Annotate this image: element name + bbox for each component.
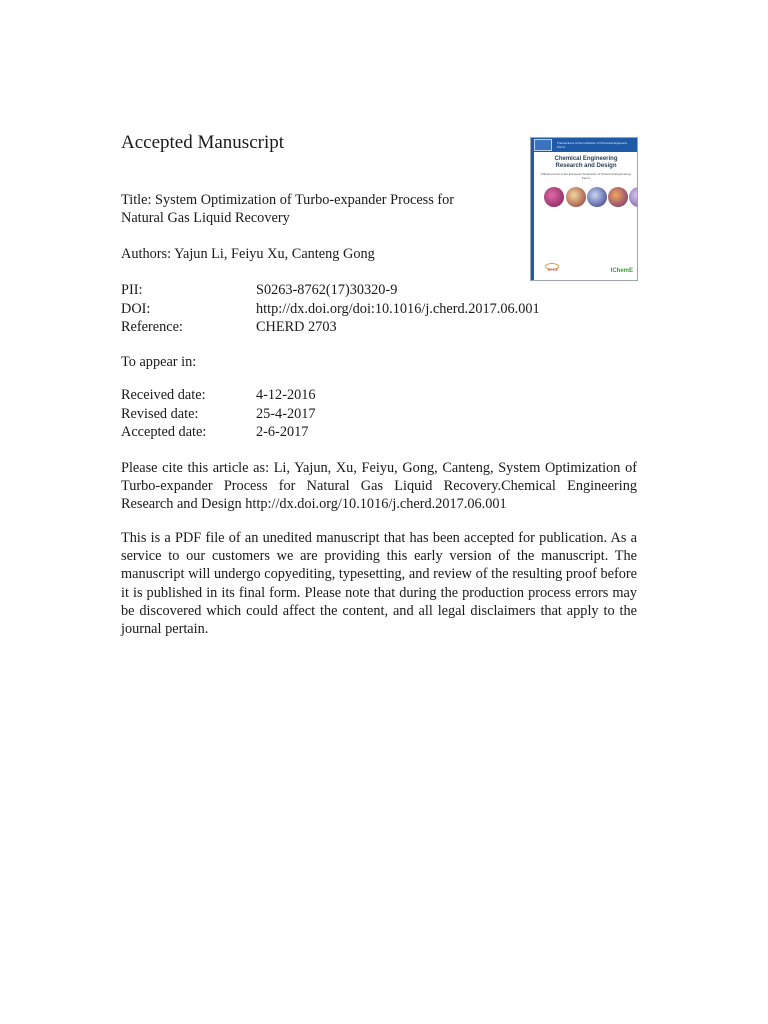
accepted-date-value: 2-6-2017 [256, 424, 309, 440]
to-appear-label: To appear in: [121, 354, 197, 370]
article-title-line-2: Natural Gas Liquid Recovery [121, 210, 290, 226]
cover-side-stripe [531, 152, 534, 280]
cover-image-circle [566, 187, 586, 207]
accepted-date-row [121, 423, 316, 442]
pii-value: S0263-8762(17)30320-9 [256, 282, 398, 298]
pii-label: PII: [121, 282, 143, 298]
pii-row [121, 281, 540, 300]
received-date-label: Received date: [121, 387, 206, 403]
cover-band-text: Transactions of the Institution of Chemical Engineers Part A [557, 141, 628, 149]
revised-date-value: 25-4-2017 [256, 405, 316, 422]
dates-table [121, 386, 316, 442]
cover-subtitle: Official journal of the European Federation of Chemical Engineering: Part A [540, 172, 632, 180]
revised-date-label: Revised date: [121, 405, 199, 422]
cover-image-circle [544, 187, 564, 207]
journal-cover-image [530, 137, 638, 281]
reference-value: CHERD 2703 [256, 319, 337, 335]
accepted-date-label: Accepted date: [121, 424, 207, 440]
doi-row [121, 300, 540, 319]
cover-image-circle [608, 187, 628, 207]
doi-label: DOI: [121, 300, 151, 317]
doi-link[interactable]: http://dx.doi.org/doi:10.1016/j.cherd.2017.06.001 [256, 300, 540, 317]
identifiers-table [121, 281, 540, 337]
cover-journal-title [537, 156, 635, 170]
received-date-row [121, 386, 316, 405]
notice-paragraph: This is a PDF file of an unedited manuscript that has been accepted for publication. As a service to our customers we are providing this early version of the manuscript. The manuscript will undergo copyediting, typesetting, and review of the resulting proof before it is published in its final form. Please note that during the production process errors may be discovered which could affect the content, and all legal disclaimers that apply to the journal pertain. [121, 530, 637, 638]
cover-title-line-1: Chemical Engineering [554, 156, 618, 162]
article-title [121, 191, 454, 227]
cover-image-circle [587, 187, 607, 207]
efce-logo-label: EFCE [547, 267, 559, 272]
cover-header-band [531, 138, 637, 152]
article-title-line-1: Title: System Optimization of Turbo-expander Process for [121, 192, 455, 208]
cover-image-circle [629, 187, 638, 207]
reference-row [121, 318, 540, 337]
cover-title-line-2: Research and Design [555, 163, 617, 169]
page-heading: Accepted Manuscript [121, 132, 285, 153]
icheme-logo-label: IChemE [610, 268, 633, 274]
citation-paragraph: Please cite this article as: Li, Yajun, Xu, Feiyu, Gong, Canteng, System Optimization of Turbo-expander Process for Natural Gas Liquid Recovery.Chemical Engineering Research and Design http://dx.doi.org/10.1016/j.cherd.2017.06.001 [121, 460, 637, 513]
received-date-value: 4-12-2016 [256, 387, 316, 403]
authors-line: Authors: Yajun Li, Feiyu Xu, Canteng Gong [121, 246, 375, 262]
elsevier-logo-icon [534, 139, 552, 151]
revised-date-row [121, 405, 316, 424]
reference-label: Reference: [121, 319, 183, 335]
